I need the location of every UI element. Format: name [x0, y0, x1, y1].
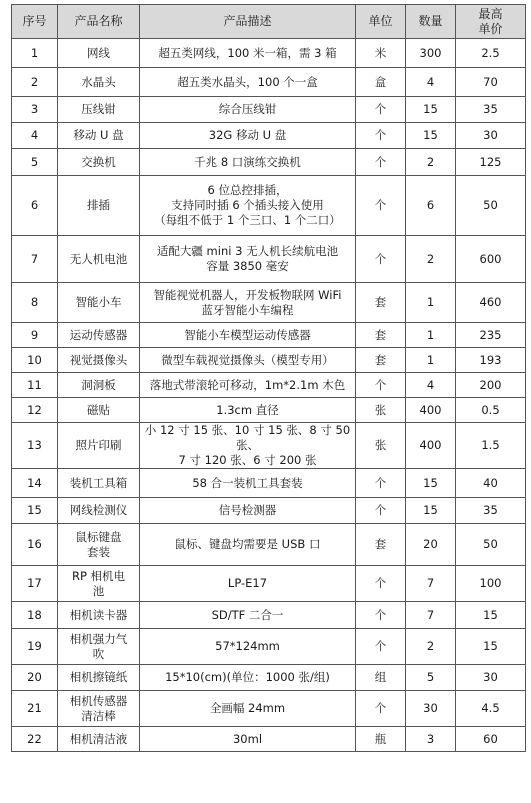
cell-desc: 综合压线钳 [140, 97, 356, 123]
cell-unit: 个 [356, 123, 406, 149]
cell-name: 运动传感器 [58, 323, 140, 348]
cell-desc: 全画幅 24mm [140, 691, 356, 727]
table-row [12, 665, 526, 691]
table-row [12, 629, 526, 665]
cell-name: 无人机电池 [58, 236, 140, 283]
table-row [12, 398, 526, 423]
cell-qty: 2 [406, 629, 456, 665]
cell-price: 100 [456, 566, 526, 602]
table-row [12, 602, 526, 629]
table-row [12, 727, 526, 752]
cell-name: 相机传感器 清洁棒 [58, 691, 140, 727]
cell-qty: 5 [406, 665, 456, 691]
cell-desc: 落地式带滚轮可移动，1m*2.1m 木色 [140, 373, 356, 398]
cell-no: 16 [12, 524, 58, 566]
cell-name: 装机工具箱 [58, 469, 140, 498]
cell-name: 排插 [58, 176, 140, 236]
cell-name: 压线钳 [58, 97, 140, 123]
cell-qty: 400 [406, 398, 456, 423]
cell-desc: 30ml [140, 727, 356, 752]
cell-no: 5 [12, 149, 58, 176]
cell-qty: 15 [406, 123, 456, 149]
table-row [12, 39, 526, 68]
cell-no: 19 [12, 629, 58, 665]
table-row [12, 691, 526, 727]
cell-unit: 个 [356, 498, 406, 524]
cell-no: 6 [12, 176, 58, 236]
cell-price: 35 [456, 498, 526, 524]
cell-qty: 3 [406, 727, 456, 752]
cell-desc: 57*124mm [140, 629, 356, 665]
table-row [12, 348, 526, 373]
cell-qty: 7 [406, 566, 456, 602]
cell-unit: 套 [356, 348, 406, 373]
cell-unit: 个 [356, 149, 406, 176]
cell-price: 30 [456, 123, 526, 149]
cell-unit: 米 [356, 39, 406, 68]
cell-no: 20 [12, 665, 58, 691]
cell-no: 17 [12, 566, 58, 602]
header-qty: 数量 [406, 5, 456, 39]
cell-desc: LP-E17 [140, 566, 356, 602]
cell-name: RP 相机电 池 [58, 566, 140, 602]
cell-name: 网线 [58, 39, 140, 68]
cell-name: 相机强力气 吹 [58, 629, 140, 665]
cell-unit: 张 [356, 398, 406, 423]
cell-no: 11 [12, 373, 58, 398]
cell-qty: 2 [406, 236, 456, 283]
cell-no: 10 [12, 348, 58, 373]
header-no: 序号 [12, 5, 58, 39]
cell-no: 14 [12, 469, 58, 498]
cell-qty: 15 [406, 469, 456, 498]
cell-price: 15 [456, 629, 526, 665]
cell-qty: 400 [406, 423, 456, 469]
cell-unit: 张 [356, 423, 406, 469]
cell-price: 70 [456, 68, 526, 97]
cell-name: 移动 U 盘 [58, 123, 140, 149]
cell-qty: 30 [406, 691, 456, 727]
cell-no: 18 [12, 602, 58, 629]
cell-qty: 6 [406, 176, 456, 236]
cell-no: 13 [12, 423, 58, 469]
cell-desc: 信号检测器 [140, 498, 356, 524]
cell-name: 磁贴 [58, 398, 140, 423]
table-row [12, 373, 526, 398]
product-table [11, 4, 526, 752]
cell-no: 2 [12, 68, 58, 97]
cell-no: 21 [12, 691, 58, 727]
cell-name: 相机读卡器 [58, 602, 140, 629]
cell-price: 1.5 [456, 423, 526, 469]
cell-price: 235 [456, 323, 526, 348]
table-row [12, 176, 526, 236]
cell-price: 60 [456, 727, 526, 752]
cell-qty: 4 [406, 373, 456, 398]
cell-unit: 个 [356, 176, 406, 236]
cell-name: 网线检测仪 [58, 498, 140, 524]
table-row [12, 423, 526, 469]
header-row [12, 5, 526, 39]
cell-price: 4.5 [456, 691, 526, 727]
product-table-container [11, 4, 525, 752]
cell-desc: 15*10(cm)(单位：1000 张/组) [140, 665, 356, 691]
cell-price: 125 [456, 149, 526, 176]
table-row [12, 236, 526, 283]
cell-name: 水晶头 [58, 68, 140, 97]
cell-desc: 小 12 寸 15 张、10 寸 15 张、8 寸 50 张、 7 寸 120 张、6 寸 200 张 [140, 423, 356, 469]
header-unit: 单位 [356, 5, 406, 39]
cell-qty: 1 [406, 283, 456, 323]
cell-unit: 个 [356, 629, 406, 665]
cell-desc: 智能视觉机器人，开发板物联网 WiFi 蓝牙智能小车编程 [140, 283, 356, 323]
table-row [12, 149, 526, 176]
cell-no: 22 [12, 727, 58, 752]
cell-desc: 千兆 8 口演练交换机 [140, 149, 356, 176]
cell-name: 相机清洁液 [58, 727, 140, 752]
cell-qty: 1 [406, 323, 456, 348]
cell-price: 50 [456, 524, 526, 566]
cell-price: 40 [456, 469, 526, 498]
cell-desc: SD/TF 二合一 [140, 602, 356, 629]
table-row [12, 524, 526, 566]
cell-qty: 300 [406, 39, 456, 68]
cell-desc: 1.3cm 直径 [140, 398, 356, 423]
cell-name: 相机擦镜纸 [58, 665, 140, 691]
cell-desc: 6 位总控排插， 支持同时插 6 个插头接入使用 （每组不低于 1 个三口、1 个二口） [140, 176, 356, 236]
table-row [12, 323, 526, 348]
cell-unit: 个 [356, 566, 406, 602]
cell-price: 15 [456, 602, 526, 629]
cell-qty: 15 [406, 97, 456, 123]
cell-price: 460 [456, 283, 526, 323]
cell-name: 照片印刷 [58, 423, 140, 469]
cell-desc: 58 合一装机工具套装 [140, 469, 356, 498]
cell-price: 30 [456, 665, 526, 691]
cell-desc: 适配大疆 mini 3 无人机长续航电池 容量 3850 毫安 [140, 236, 356, 283]
cell-name: 鼠标键盘 套装 [58, 524, 140, 566]
cell-no: 12 [12, 398, 58, 423]
cell-qty: 4 [406, 68, 456, 97]
cell-unit: 盒 [356, 68, 406, 97]
cell-unit: 个 [356, 469, 406, 498]
cell-qty: 7 [406, 602, 456, 629]
cell-desc: 智能小车模型运动传感器 [140, 323, 356, 348]
table-row [12, 123, 526, 149]
cell-desc: 超五类网线，100 米一箱，需 3 箱 [140, 39, 356, 68]
cell-price: 35 [456, 97, 526, 123]
cell-unit: 套 [356, 524, 406, 566]
cell-price: 200 [456, 373, 526, 398]
cell-no: 7 [12, 236, 58, 283]
cell-no: 4 [12, 123, 58, 149]
cell-unit: 个 [356, 602, 406, 629]
cell-price: 50 [456, 176, 526, 236]
cell-no: 3 [12, 97, 58, 123]
cell-no: 8 [12, 283, 58, 323]
table-row [12, 566, 526, 602]
cell-unit: 瓶 [356, 727, 406, 752]
cell-name: 洞洞板 [58, 373, 140, 398]
cell-unit: 套 [356, 283, 406, 323]
cell-no: 9 [12, 323, 58, 348]
cell-desc: 32G 移动 U 盘 [140, 123, 356, 149]
table-body [12, 39, 526, 752]
cell-unit: 个 [356, 97, 406, 123]
cell-name: 视觉摄像头 [58, 348, 140, 373]
cell-no: 1 [12, 39, 58, 68]
cell-desc: 鼠标、键盘均需要是 USB 口 [140, 524, 356, 566]
header-price: 最高 单价 [456, 5, 526, 39]
table-row [12, 469, 526, 498]
table-row [12, 283, 526, 323]
cell-unit: 组 [356, 665, 406, 691]
cell-unit: 个 [356, 373, 406, 398]
cell-price: 193 [456, 348, 526, 373]
cell-qty: 2 [406, 149, 456, 176]
cell-unit: 套 [356, 323, 406, 348]
cell-unit: 个 [356, 236, 406, 283]
cell-desc: 微型车载视觉摄像头（模型专用） [140, 348, 356, 373]
cell-unit: 个 [356, 691, 406, 727]
table-row [12, 498, 526, 524]
header-name: 产品名称 [58, 5, 140, 39]
cell-qty: 15 [406, 498, 456, 524]
cell-qty: 20 [406, 524, 456, 566]
table-row [12, 97, 526, 123]
cell-price: 0.5 [456, 398, 526, 423]
cell-price: 2.5 [456, 39, 526, 68]
cell-qty: 1 [406, 348, 456, 373]
cell-name: 智能小车 [58, 283, 140, 323]
cell-no: 15 [12, 498, 58, 524]
cell-desc: 超五类水晶头，100 个一盒 [140, 68, 356, 97]
cell-name: 交换机 [58, 149, 140, 176]
cell-price: 600 [456, 236, 526, 283]
table-row [12, 68, 526, 97]
header-desc: 产品描述 [140, 5, 356, 39]
